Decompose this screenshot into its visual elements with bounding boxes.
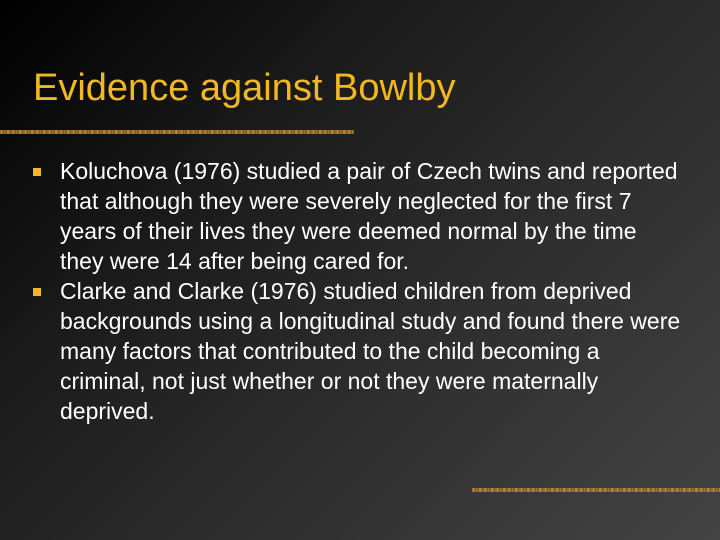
square-bullet-icon xyxy=(33,168,41,176)
bottom-divider xyxy=(472,488,720,492)
bullet-item xyxy=(31,156,681,276)
title-divider xyxy=(0,130,354,134)
bullet-text: Clarke and Clarke (1976) studied children from deprived backgrounds using a longitudinal study and found there were many factors that contributed to the child becoming a criminal, not just whether or not they were maternally deprived. xyxy=(60,278,681,424)
bullet-list xyxy=(31,156,681,426)
square-bullet-icon xyxy=(33,288,41,296)
bullet-item xyxy=(31,276,681,426)
slide-title: Evidence against Bowlby xyxy=(33,67,456,109)
bullet-text: Koluchova (1976) studied a pair of Czech twins and reported that although they were severely neglected for the first 7 years of their lives they were deemed normal by the time they were 14 after being cared for. xyxy=(60,158,678,274)
